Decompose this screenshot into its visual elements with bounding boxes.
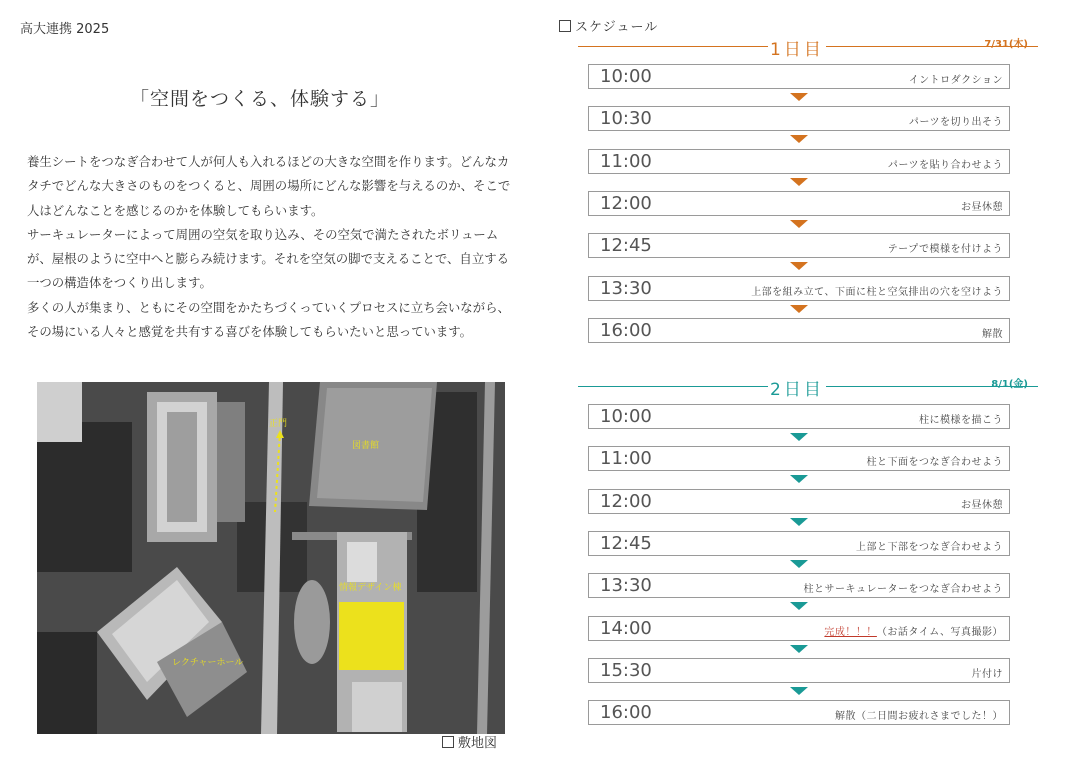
schedule-time: 13:30 bbox=[600, 575, 652, 597]
schedule-activity-text: パーツを切り出そう bbox=[908, 117, 1003, 129]
day-title: 2日目 bbox=[768, 375, 826, 400]
schedule-highlight: 完成！！！ bbox=[824, 626, 877, 638]
document-title: 「空間をつくる、体験する」 bbox=[129, 88, 390, 110]
schedule-row bbox=[588, 573, 1010, 598]
schedule-activity-text: 柱とサーキュレーターをつなぎ合わせよう bbox=[803, 584, 1003, 596]
header-label: 高大連携 2025 bbox=[20, 22, 110, 37]
intro-paragraph: 養生シートをつなぎ合わせて人が何人も入れるほどの大きな空間を作ります。どんなカタチでどんな大きさのものをつくると、周囲の場所にどんな影響を与えるのか、そこで人はどんなことを感じるのかを体験してもらいます。 bbox=[27, 154, 511, 218]
square-bullet-icon bbox=[442, 736, 454, 748]
down-arrow-icon bbox=[790, 645, 808, 653]
schedule-activity bbox=[888, 156, 1003, 171]
map-caption-text: 敷地図 bbox=[458, 736, 498, 751]
schedule-time: 16:00 bbox=[600, 319, 652, 341]
schedule-row bbox=[588, 318, 1010, 343]
map-caption bbox=[442, 732, 497, 751]
schedule-activity-text: 解散 bbox=[982, 328, 1003, 340]
schedule-time: 15:30 bbox=[600, 659, 652, 681]
schedule-activity-text: イントロダクション bbox=[908, 75, 1003, 86]
schedule-row bbox=[588, 616, 1010, 641]
schedule-row bbox=[588, 276, 1010, 301]
schedule-activity bbox=[972, 665, 1004, 680]
schedule-row bbox=[588, 404, 1010, 429]
schedule-time: 12:00 bbox=[600, 490, 652, 512]
schedule-activity-text: 上部を組み立て、下面に柱と空気排出の穴を空けよう bbox=[751, 286, 1003, 298]
schedule-row bbox=[588, 191, 1010, 216]
day-date: 7/31(木) bbox=[984, 39, 1028, 50]
site-map-image bbox=[37, 382, 505, 734]
map-label-main-gate: 正門 bbox=[269, 419, 288, 429]
schedule-row bbox=[588, 658, 1010, 683]
schedule-activity-text: 上部と下部をつなぎ合わせよう bbox=[856, 541, 1003, 553]
down-arrow-icon bbox=[790, 262, 808, 270]
schedule-time: 11:00 bbox=[600, 150, 652, 172]
schedule-activity bbox=[909, 71, 1003, 86]
square-bullet-icon bbox=[559, 20, 571, 32]
map-label-library: 図書館 bbox=[352, 441, 380, 451]
schedule-time: 11:00 bbox=[600, 448, 652, 470]
schedule-time: 10:00 bbox=[600, 66, 652, 87]
schedule-activity-text: 柱に模様を描こう bbox=[919, 415, 1003, 426]
schedule-activity-text: お昼休憩 bbox=[961, 499, 1003, 511]
schedule-activity bbox=[751, 283, 1003, 298]
down-arrow-icon bbox=[790, 560, 808, 568]
day-date: 8/1(金) bbox=[991, 379, 1028, 390]
schedule-row bbox=[588, 149, 1010, 174]
schedule-time: 10:30 bbox=[600, 108, 652, 130]
schedule-activity-text: テープで模様を付けよう bbox=[887, 244, 1003, 256]
schedule-activity bbox=[919, 411, 1003, 426]
down-arrow-icon bbox=[790, 518, 808, 526]
schedule-time: 12:45 bbox=[600, 532, 652, 554]
schedule-row bbox=[588, 531, 1010, 556]
schedule-activity bbox=[888, 240, 1003, 255]
schedule-row bbox=[588, 64, 1010, 89]
day-title: 1日目 bbox=[768, 35, 826, 60]
down-arrow-icon bbox=[790, 178, 808, 186]
intro-text bbox=[27, 150, 517, 344]
schedule-activity-text: （お話タイム、写真撮影） bbox=[876, 626, 1003, 638]
schedule-activity bbox=[982, 325, 1003, 340]
schedule-row bbox=[588, 446, 1010, 471]
schedule-activity-text: パーツを貼り合わせよう bbox=[887, 159, 1003, 171]
map-label-lecture-hall: レクチャーホール bbox=[172, 658, 244, 668]
schedule-activity bbox=[867, 453, 1004, 468]
schedule-time: 14:00 bbox=[600, 617, 652, 639]
schedule-label bbox=[559, 16, 658, 35]
down-arrow-icon bbox=[790, 135, 808, 143]
schedule-activity-text: お昼休憩 bbox=[961, 201, 1003, 213]
intro-paragraph: サーキュレーターによって周囲の空気を取り込み、その空気で満たされたボリュームが、屋根のように空中へと膨らみ続けます。それを空気の脚で支えることで、自立する一つの構造体をつくり出します。 bbox=[27, 226, 509, 291]
schedule-activity-text: 解散（二日間お疲れさまでした！） bbox=[835, 711, 1003, 723]
schedule-activity bbox=[909, 113, 1003, 128]
schedule-activity bbox=[961, 198, 1003, 213]
schedule-row bbox=[588, 489, 1010, 514]
intro-paragraph: 多くの人が集まり、ともにその空間をかたちづくっていくプロセスに立ち会いながら、その場にいる人々と感覚を共有する喜びを体験してもらいたいと思っています。 bbox=[27, 299, 510, 340]
schedule-row bbox=[588, 233, 1010, 258]
schedule-time: 12:00 bbox=[600, 192, 652, 214]
schedule-row bbox=[588, 700, 1010, 725]
schedule-row bbox=[588, 106, 1010, 131]
down-arrow-icon bbox=[790, 305, 808, 313]
schedule-time: 10:00 bbox=[600, 406, 652, 427]
schedule-activity bbox=[835, 707, 1003, 722]
schedule-time: 12:45 bbox=[600, 235, 652, 257]
down-arrow-icon bbox=[790, 475, 808, 483]
down-arrow-icon bbox=[790, 220, 808, 228]
down-arrow-icon bbox=[790, 602, 808, 610]
down-arrow-icon bbox=[790, 433, 808, 441]
map-label-design-building: 情報デザイン棟 bbox=[339, 583, 402, 593]
schedule-activity bbox=[961, 496, 1003, 511]
schedule-activity-text: 片付け bbox=[971, 668, 1003, 680]
down-arrow-icon bbox=[790, 687, 808, 695]
schedule-time: 16:00 bbox=[600, 702, 652, 724]
down-arrow-icon bbox=[790, 93, 808, 101]
schedule-activity bbox=[804, 580, 1004, 595]
schedule-label-text: スケジュール bbox=[575, 20, 659, 35]
schedule-activity bbox=[856, 538, 1003, 553]
schedule-time: 13:30 bbox=[600, 277, 652, 299]
schedule-activity-text: 柱と下面をつなぎ合わせよう bbox=[866, 457, 1003, 469]
schedule-activity bbox=[824, 623, 1003, 638]
